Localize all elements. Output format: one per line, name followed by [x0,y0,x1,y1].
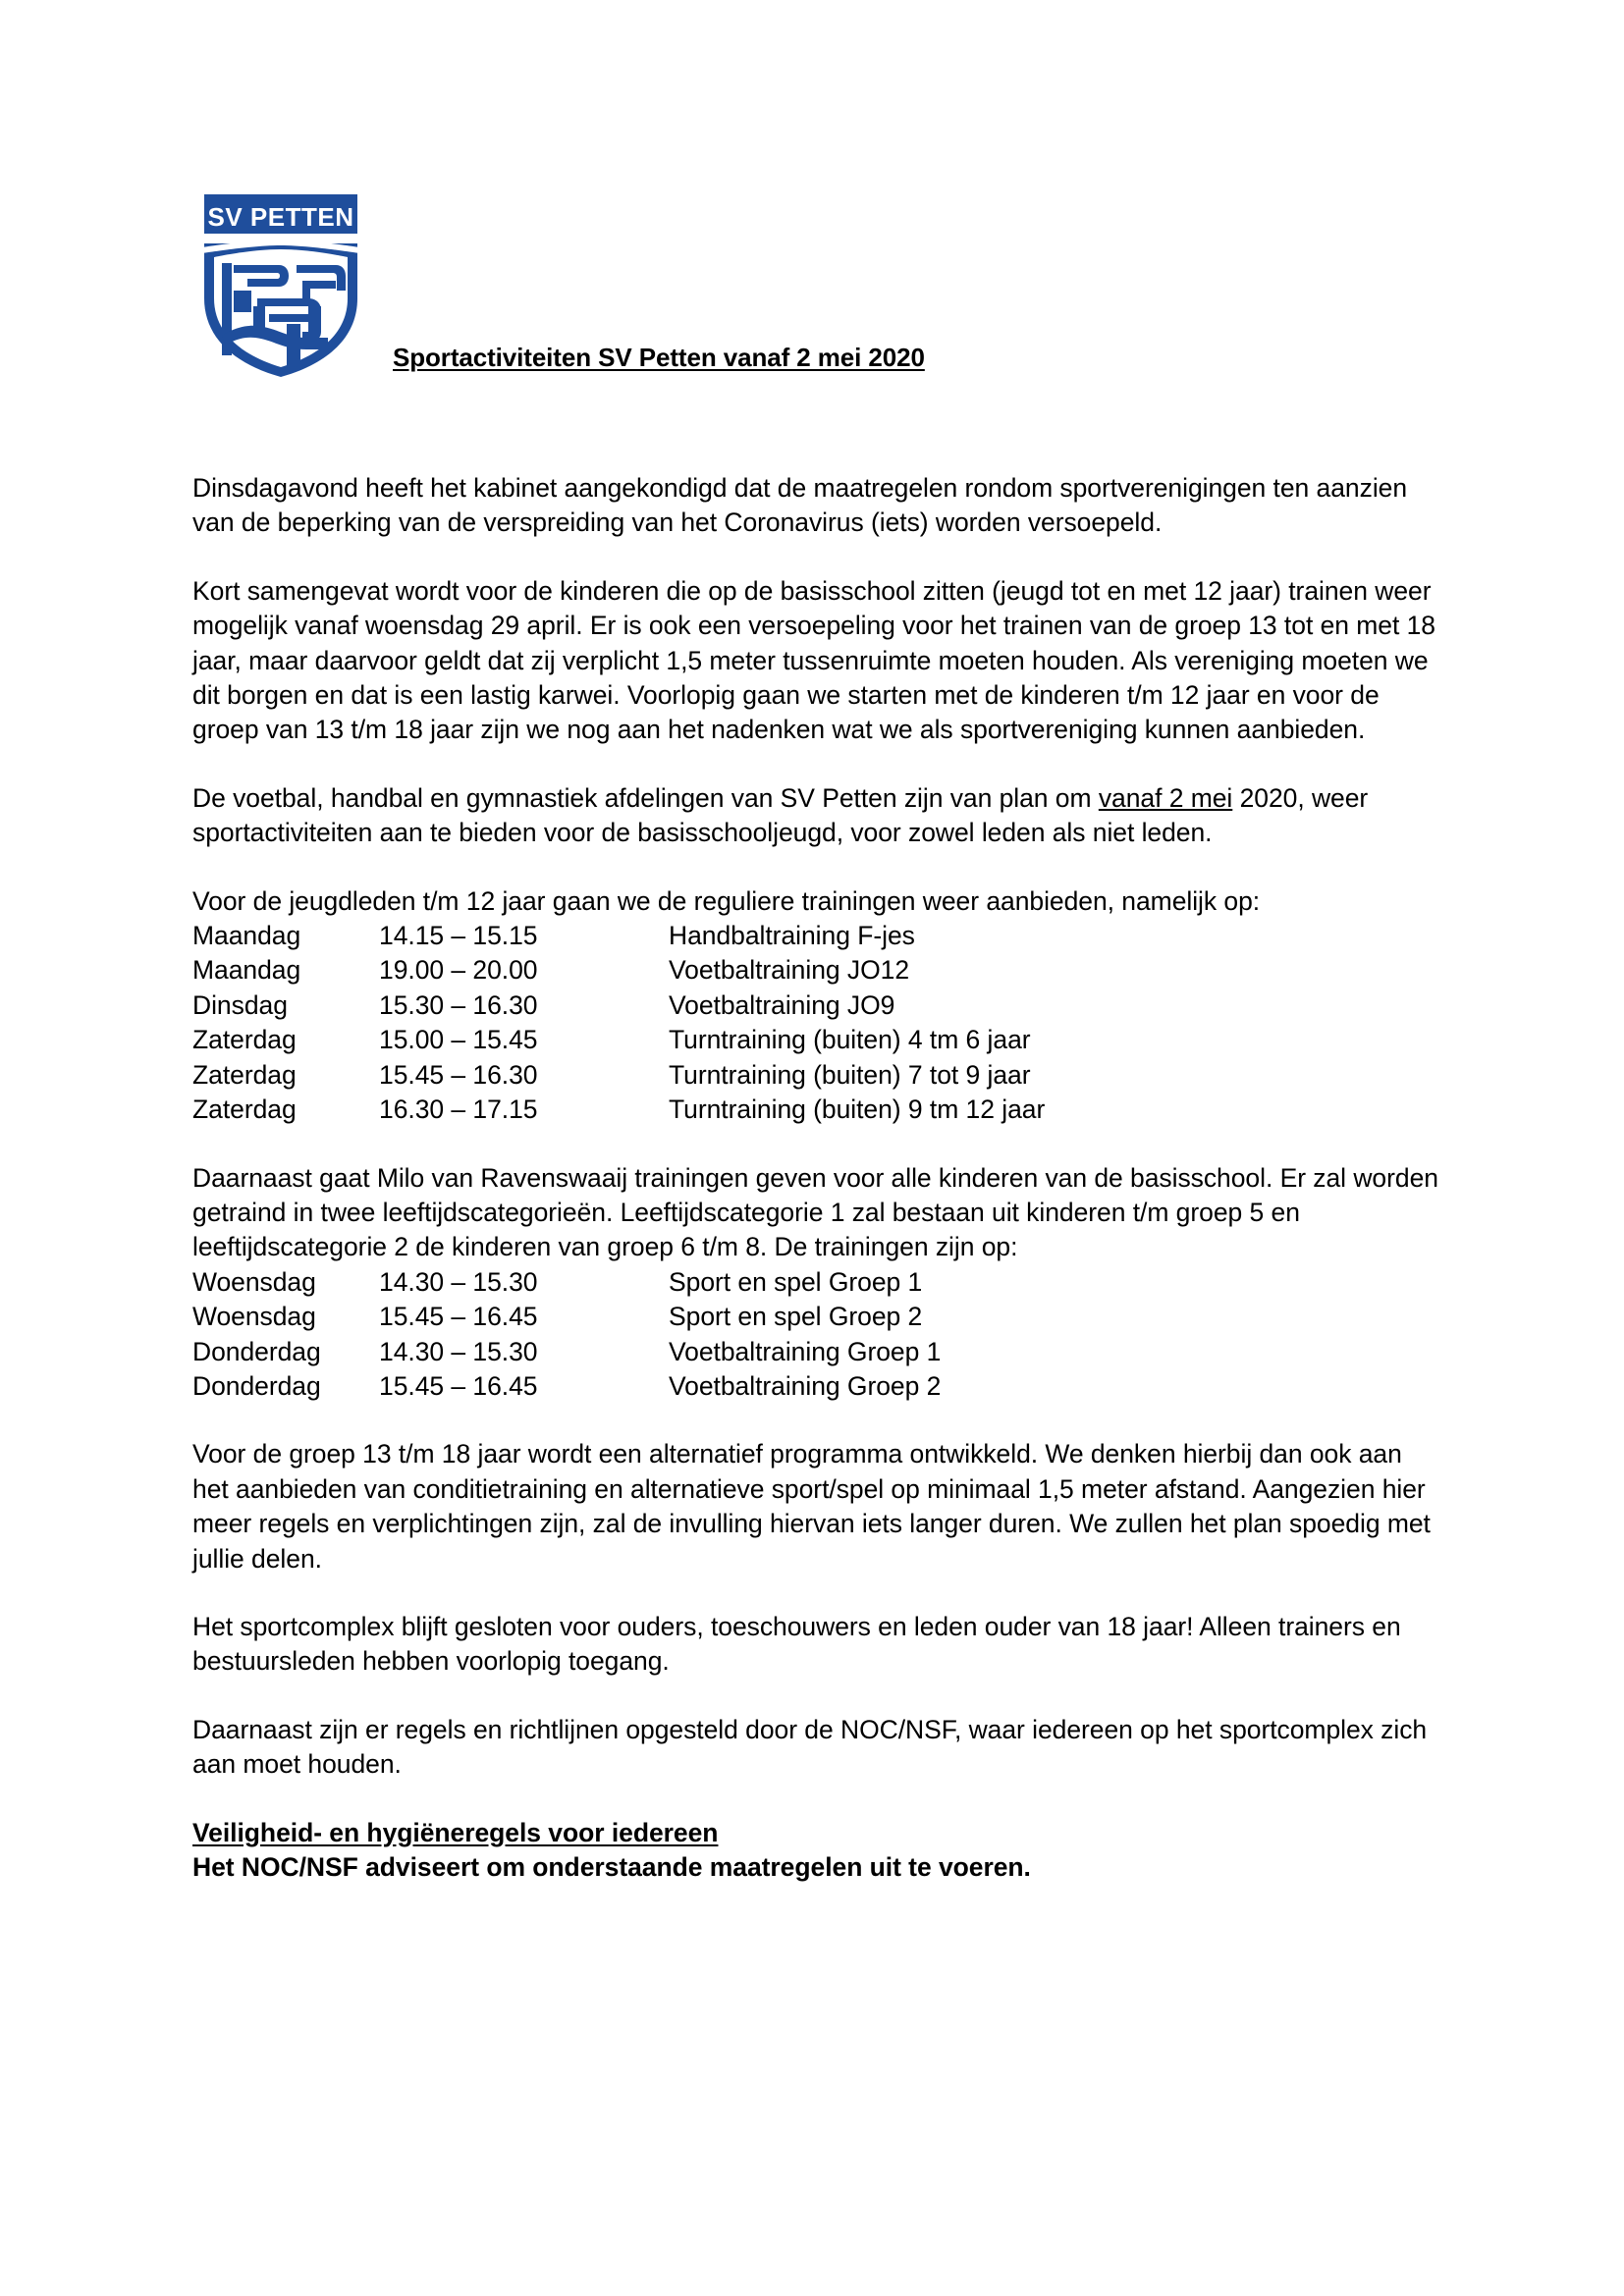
schedule-day: Donderdag [192,1370,321,1401]
schedule-activity: Turntraining (buiten) 4 tm 6 jaar [669,1025,1031,1055]
schedule-time: 14.15 – 15.15 [379,921,538,951]
schedule-time: 14.30 – 15.30 [379,1266,538,1297]
schedule-time: 15.45 – 16.45 [379,1302,538,1332]
schedule-time: 15.45 – 16.30 [379,1059,538,1090]
safety-section [192,1816,1444,1886]
table-row [192,919,1233,953]
schedule-activity: Turntraining (buiten) 7 tot 9 jaar [669,1059,1031,1090]
schedule-activity: Sport en spel Groep 2 [669,1302,923,1332]
schedule-time: 15.00 – 15.45 [379,1025,538,1055]
table-row [192,1265,1233,1300]
paragraph-milo-intro: Daarnaast gaat Milo van Ravenswaaij trainingen geven voor alle kinderen van de basisschool. Er zal worden getraind in twee leeftijdscategorieën. Leeftijdscategorie 1 zal bestaan uit kinderen t/m groep 5 en leeftijdscategorie 2 de kinderen van groep 6 t/m 8. De trainingen zijn op: [192,1162,1438,1262]
schedule-day: Woensdag [192,1266,316,1297]
schedule-activity: Sport en spel Groep 1 [669,1266,923,1297]
schedule-day: Donderdag [192,1336,321,1366]
safety-heading: Veiligheid- en hygiëneregels voor iedereen [192,1817,719,1847]
document-body [192,471,1444,1885]
table-row [192,1093,1233,1127]
paragraph-plan-emphasis: vanaf 2 mei [1098,782,1233,813]
schedule-milo-body [192,1265,1233,1405]
table-row [192,1335,1233,1369]
paragraph-intro: Dinsdagavond heeft het kabinet aangekondigd dat de maatregelen rondom sportverenigingen ten aanzien van de beperking van de verspreiding van het Coronavirus (iets) worden versoepeld. [192,473,1408,538]
svg-text:SV PETTEN: SV PETTEN [207,202,354,232]
schedule-day: Woensdag [192,1302,316,1332]
schedule-time: 14.30 – 15.30 [379,1336,538,1366]
paragraph-summary: Kort samengevat wordt voor de kinderen die op de basisschool zitten (jeugd tot en met 12 jaar) trainen weer mogelijk vanaf woensdag 29 april. Er is ook een versoepeling voor het trainen van de groep 13 tot en met 18 jaar, maar daarvoor geldt dat zij verplicht 1,5 meter tussenruimte moeten houden. Als vereniging moeten we dit borgen en dat is een lastig karwei. Voorlopig gaan we starten met de kinderen t/m 12 jaar en voor de groep van 13 t/m 18 jaar zijn we nog aan het nadenken wat we als sportvereniging kunnen aanbieden. [192,575,1435,745]
document-header [192,188,1439,385]
schedule-table-milo [192,1265,1233,1405]
table-row [192,1058,1233,1093]
schedule-day: Zaterdag [192,1059,297,1090]
page-title: Sportactiviteiten SV Petten vanaf 2 mei 2020 [393,343,925,372]
schedule-day: Dinsdag [192,989,288,1020]
schedule-regular-body [192,919,1233,1127]
schedule-activity: Turntraining (buiten) 9 tm 12 jaar [669,1095,1046,1125]
paragraph-teens: Voor de groep 13 t/m 18 jaar wordt een alternatief programma ontwikkeld. We denken hierbij dan ook aan het aanbieden van conditietraining en alternatieve sport/spel op minimaal 1,5 meter afstand. Aangezien hier meer regels en verplichtingen zijn, zal de invulling hiervan iets langer duren. We zullen het plan spoedig met jullie delen. [192,1439,1431,1574]
table-row [192,1023,1233,1057]
schedule-activity: Voetbaltraining JO9 [669,989,895,1020]
paragraph-plan-part1: De voetbal, handbal en gymnastiek afdelingen van SV Petten zijn van plan om [192,782,1099,813]
schedule-activity: Voetbaltraining Groep 1 [669,1336,942,1366]
table-row [192,953,1233,988]
paragraph-regular-intro: Voor de jeugdleden t/m 12 jaar gaan we de reguliere trainingen weer aanbieden, namelijk op: [192,885,1261,916]
schedule-activity: Voetbaltraining Groep 2 [669,1370,942,1401]
schedule-day: Zaterdag [192,1025,297,1055]
schedule-day: Zaterdag [192,1095,297,1125]
schedule-time: 15.30 – 16.30 [379,989,538,1020]
schedule-day: Maandag [192,921,301,951]
paragraph-plan-part2: 2020, weer sportactiviteiten aan te bieden voor de basisschooljeugd, voor zowel leden als niet leden. [192,782,1369,848]
safety-subheading: Het NOC/NSF adviseert om onderstaande maatregelen uit te voeren. [192,1852,1031,1882]
paragraph-nocnsf-rules: Daarnaast zijn er regels en richtlijnen opgesteld door de NOC/NSF, waar iedereen op het sportcomplex zich aan moet houden. [192,1714,1428,1780]
schedule-time: 15.45 – 16.45 [379,1370,538,1401]
schedule-activity: Handbaltraining F-jes [669,921,915,951]
table-row [192,1300,1233,1334]
table-row [192,988,1233,1023]
paragraph-complex-closed: Het sportcomplex blijft gesloten voor ouders, toeschouwers en leden ouder van 18 jaar! Alleen trainers en bestuursleden hebben voorlopig toegang. [192,1611,1401,1677]
paragraph-plan [192,781,1444,851]
schedule-time: 19.00 – 20.00 [379,955,538,986]
schedule-time: 16.30 – 17.15 [379,1095,538,1125]
schedule-table-regular [192,919,1233,1127]
sv-petten-logo [192,188,369,381]
schedule-day: Maandag [192,955,301,986]
table-row [192,1369,1233,1404]
schedule-activity: Voetbaltraining JO12 [669,955,910,986]
